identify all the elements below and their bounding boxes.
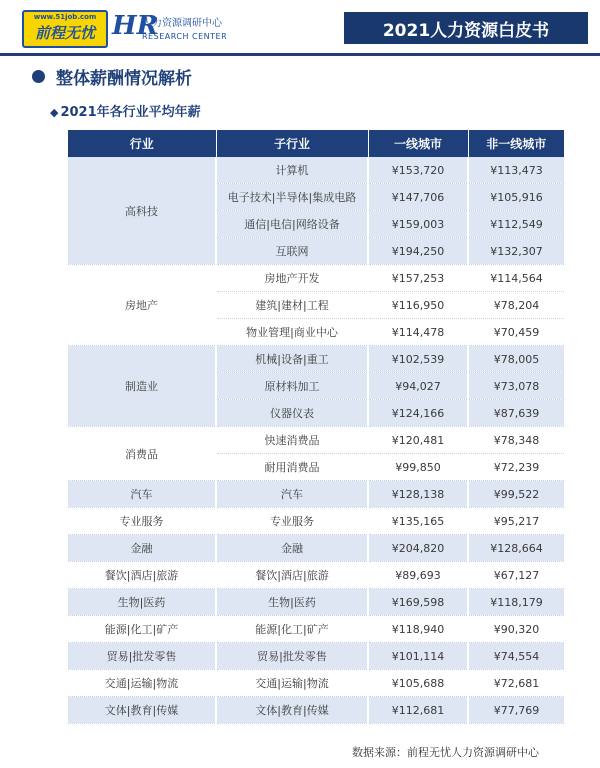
hr-research-logo — [112, 10, 262, 46]
table-row — [68, 265, 564, 292]
non-tier1-salary-cell: ¥90,320 — [468, 616, 564, 643]
non-tier1-salary-cell: ¥114,564 — [468, 265, 564, 292]
tier1-salary-cell: ¥204,820 — [368, 535, 468, 562]
industry-cell: 专业服务 — [68, 508, 216, 535]
sub-industry-cell: 互联网 — [216, 238, 368, 265]
non-tier1-salary-cell: ¥128,664 — [468, 535, 564, 562]
tier1-salary-cell: ¥116,950 — [368, 292, 468, 319]
non-tier1-salary-cell: ¥112,549 — [468, 211, 564, 238]
non-tier1-salary-cell: ¥77,769 — [468, 697, 564, 724]
diamond-icon: ◆ — [50, 106, 59, 119]
table-row — [68, 157, 564, 184]
industry-cell: 能源|化工|矿产 — [68, 616, 216, 643]
sub-industry-cell: 电子技术|半导体|集成电路 — [216, 184, 368, 211]
non-tier1-salary-cell: ¥118,179 — [468, 589, 564, 616]
non-tier1-salary-cell: ¥67,127 — [468, 562, 564, 589]
tier1-salary-cell: ¥102,539 — [368, 346, 468, 373]
document-title: 2021人力资源白皮书 — [344, 12, 588, 44]
tier1-salary-cell: ¥135,165 — [368, 508, 468, 535]
sub-industry-cell: 机械|设备|重工 — [216, 346, 368, 373]
table-row — [68, 643, 564, 670]
51job-logo[interactable] — [22, 10, 108, 48]
industry-cell: 制造业 — [68, 346, 216, 427]
non-tier1-salary-cell: ¥73,078 — [468, 373, 564, 400]
non-tier1-salary-cell: ¥87,639 — [468, 400, 564, 427]
header-non-tier1-city: 非一线城市 — [468, 130, 564, 157]
sub-industry-cell: 专业服务 — [216, 508, 368, 535]
non-tier1-salary-cell: ¥132,307 — [468, 238, 564, 265]
tier1-salary-cell: ¥112,681 — [368, 697, 468, 724]
non-tier1-salary-cell: ¥105,916 — [468, 184, 564, 211]
sub-industry-cell: 能源|化工|矿产 — [216, 616, 368, 643]
sub-industry-cell: 生物|医药 — [216, 589, 368, 616]
table-row — [68, 697, 564, 724]
sub-industry-cell: 建筑|建材|工程 — [216, 292, 368, 319]
industry-cell: 文体|教育|传媒 — [68, 697, 216, 724]
non-tier1-salary-cell: ¥72,239 — [468, 454, 564, 481]
tier1-salary-cell: ¥153,720 — [368, 157, 468, 184]
industry-cell: 高科技 — [68, 157, 216, 265]
sub-industry-cell: 文体|教育|传媒 — [216, 697, 368, 724]
tier1-salary-cell: ¥159,003 — [368, 211, 468, 238]
non-tier1-salary-cell: ¥78,005 — [468, 346, 564, 373]
tier1-salary-cell: ¥124,166 — [368, 400, 468, 427]
hr-center-en: RESEARCH CENTER — [142, 32, 228, 41]
table-row — [68, 508, 564, 535]
sub-industry-cell: 仪器仪表 — [216, 400, 368, 427]
tier1-salary-cell: ¥157,253 — [368, 265, 468, 292]
hr-mark: HR — [112, 11, 159, 41]
header-industry: 行业 — [68, 130, 216, 157]
table-row — [68, 670, 564, 697]
industry-cell: 贸易|批发零售 — [68, 643, 216, 670]
non-tier1-salary-cell: ¥74,554 — [468, 643, 564, 670]
sub-industry-cell: 贸易|批发零售 — [216, 643, 368, 670]
tier1-salary-cell: ¥147,706 — [368, 184, 468, 211]
sub-industry-cell: 交通|运输|物流 — [216, 670, 368, 697]
table-row — [68, 427, 564, 454]
table-row — [68, 562, 564, 589]
sub-industry-cell: 计算机 — [216, 157, 368, 184]
non-tier1-salary-cell: ¥78,204 — [468, 292, 564, 319]
table-header-row — [68, 130, 564, 157]
non-tier1-salary-cell: ¥95,217 — [468, 508, 564, 535]
section-title: 整体薪酬情况解析 — [56, 69, 192, 89]
tier1-salary-cell: ¥169,598 — [368, 589, 468, 616]
table-body — [68, 157, 564, 724]
tier1-salary-cell: ¥114,478 — [368, 319, 468, 346]
industry-cell: 房地产 — [68, 265, 216, 346]
tier1-salary-cell: ¥89,693 — [368, 562, 468, 589]
tier1-salary-cell: ¥99,850 — [368, 454, 468, 481]
non-tier1-salary-cell: ¥70,459 — [468, 319, 564, 346]
bullet-dot-icon — [32, 70, 45, 83]
sub-industry-cell: 通信|电信|网络设备 — [216, 211, 368, 238]
industry-cell: 交通|运输|物流 — [68, 670, 216, 697]
sub-industry-cell: 快速消费品 — [216, 427, 368, 454]
header-tier1-city: 一线城市 — [368, 130, 468, 157]
industry-cell: 消费品 — [68, 427, 216, 481]
subsection-title-text: 2021年各行业平均年薪 — [60, 105, 201, 120]
sub-industry-cell: 餐饮|酒店|旅游 — [216, 562, 368, 589]
sub-industry-cell: 金融 — [216, 535, 368, 562]
hr-center-cn: 人力资源调研中心 — [142, 18, 222, 29]
industry-cell: 金融 — [68, 535, 216, 562]
sub-industry-cell: 物业管理|商业中心 — [216, 319, 368, 346]
non-tier1-salary-cell: ¥78,348 — [468, 427, 564, 454]
sub-industry-cell: 耐用消费品 — [216, 454, 368, 481]
header-divider — [0, 53, 600, 56]
sub-industry-cell: 原材料加工 — [216, 373, 368, 400]
sub-industry-cell: 汽车 — [216, 481, 368, 508]
tier1-salary-cell: ¥105,688 — [368, 670, 468, 697]
logo-url: www.51job.com — [33, 13, 97, 21]
table-row — [68, 589, 564, 616]
non-tier1-salary-cell: ¥113,473 — [468, 157, 564, 184]
table-row — [68, 535, 564, 562]
table-row — [68, 616, 564, 643]
salary-table — [68, 130, 564, 724]
header-sub-industry: 子行业 — [216, 130, 368, 157]
non-tier1-salary-cell: ¥99,522 — [468, 481, 564, 508]
tier1-salary-cell: ¥128,138 — [368, 481, 468, 508]
table-row — [68, 481, 564, 508]
logo-brand: 前程无忧 — [34, 24, 95, 42]
tier1-salary-cell: ¥94,027 — [368, 373, 468, 400]
tier1-salary-cell: ¥120,481 — [368, 427, 468, 454]
table-row — [68, 346, 564, 373]
sub-industry-cell: 房地产开发 — [216, 265, 368, 292]
tier1-salary-cell: ¥194,250 — [368, 238, 468, 265]
non-tier1-salary-cell: ¥72,681 — [468, 670, 564, 697]
header — [0, 0, 600, 56]
industry-cell: 生物|医药 — [68, 589, 216, 616]
industry-cell: 餐饮|酒店|旅游 — [68, 562, 216, 589]
subsection-title — [50, 101, 201, 120]
tier1-salary-cell: ¥101,114 — [368, 643, 468, 670]
data-source: 数据来源：前程无忧人力资源调研中心 — [352, 746, 539, 759]
tier1-salary-cell: ¥118,940 — [368, 616, 468, 643]
industry-cell: 汽车 — [68, 481, 216, 508]
